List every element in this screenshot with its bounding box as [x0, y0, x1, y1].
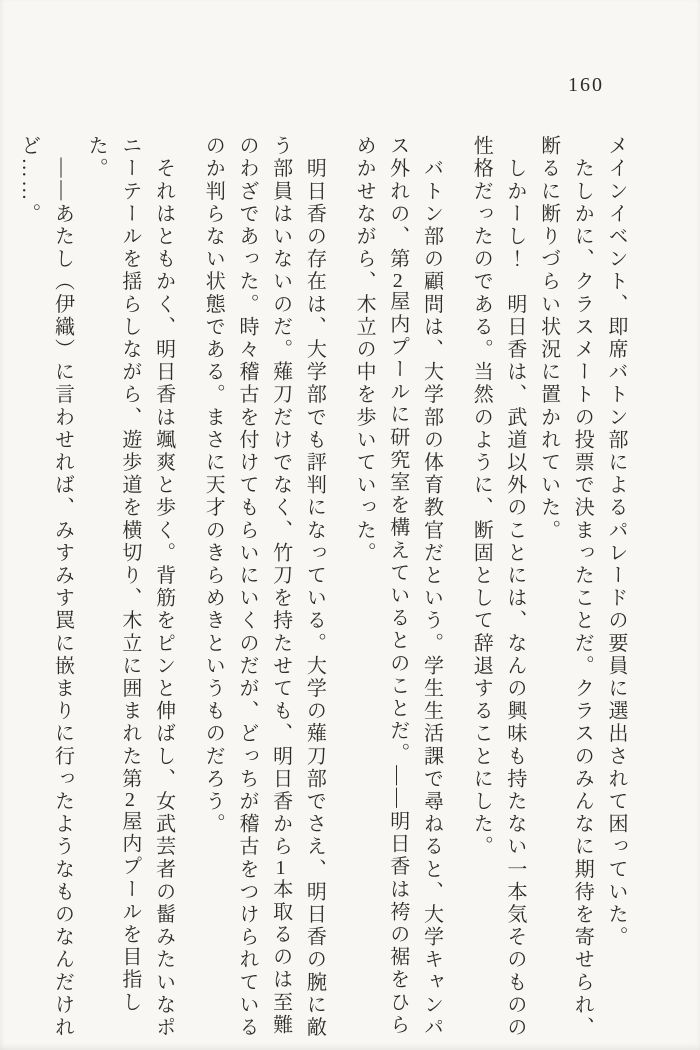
page-number: 160: [568, 74, 604, 96]
text-line: ニーテールを揺らしながら、遊歩道を横切り、木立に囲まれた第2屋内プールを目指した。: [85, 135, 141, 1014]
text-line: ス外れの、第2屋内プールに研究室を構えているとのことだ。――明日香は袴の裾をひら: [386, 135, 409, 1037]
text-line: 断るに断りづらい状況に置かれていた。: [537, 135, 560, 542]
text-line: 性格だったのである。当然のように、断固として辞退することにした。: [470, 135, 493, 859]
text-line: しかーし！ 明日香は、武道以外のことには、なんの興味も持たない一本気そのものの: [503, 135, 526, 1039]
text-line: たしかに、クラスメートの投票で決まったことだ。クラスのみんなに期待を寄せられ、: [571, 135, 594, 1039]
text-line: めかせながら、木立の中を歩いていった。: [353, 135, 376, 565]
text-block: [11, 135, 632, 1050]
text-line: のわざであった。時々稽古を付けてもらいにいくのだが、どっちが稽古をつけられている: [235, 135, 258, 1039]
text-line: それはともかく、明日香は颯爽と歩く。背筋をピンと伸ばし、女武芸者の髷みたいなポ: [152, 135, 175, 1039]
text-line: メインイベント、即席バトン部によるパレードの要員に選出されて困っていた。: [605, 135, 627, 949]
text-line: ――あたし（伊織）に言わせれば、みすみす罠に嵌まりに行ったようなものなんだけれ: [51, 135, 74, 1039]
text-line: バトン部の顧問は、大学部の体育教官だという。学生生活課で尋ねると、大学キャンパ: [420, 135, 443, 1039]
text-line: 明日香の存在は、大学部でも評判になっている。大学の薙刀部でさえ、明日香の腕に敵: [303, 135, 326, 1039]
text-line: う部員はいないのだ。薙刀だけでなく、竹刀を持たせても、明日香から1本取るのは至難: [269, 135, 292, 1037]
text-line: ど……。: [17, 135, 40, 226]
text-line: のか判らない状態である。まさに天才のきらめきというものだろう。: [202, 135, 225, 836]
